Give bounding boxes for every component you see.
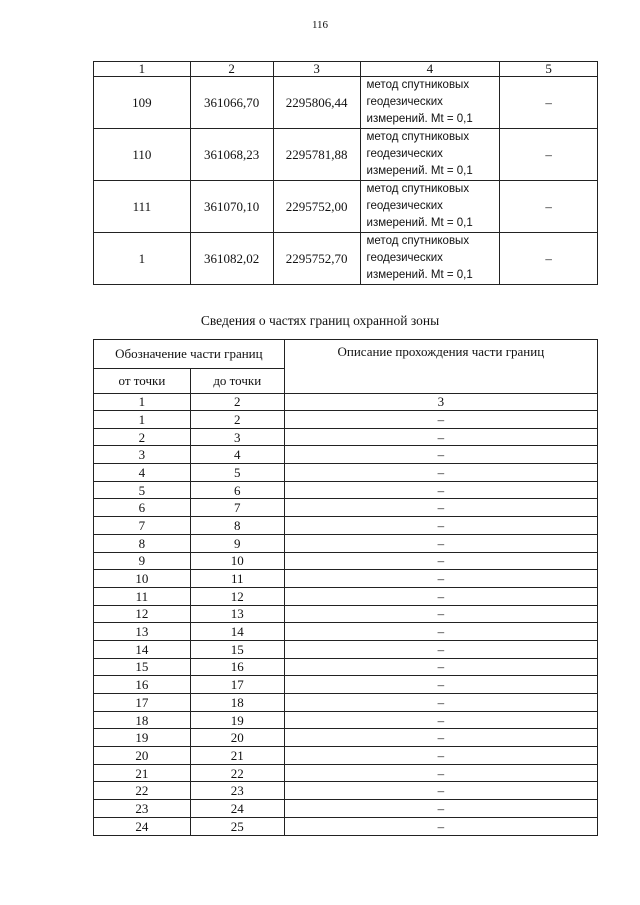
coordinates-row (94, 129, 598, 181)
from-point: 11 (94, 587, 191, 605)
to-point: 12 (190, 587, 284, 605)
from-point: 19 (94, 729, 191, 747)
method-line: метод спутниковых (366, 131, 470, 143)
column-number: 5 (500, 62, 598, 77)
description: – (284, 764, 597, 782)
from-point: 13 (94, 623, 191, 641)
x-coordinate: 361066,70 (190, 77, 273, 129)
description: – (284, 552, 597, 570)
column-number: 3 (284, 394, 597, 411)
to-point: 8 (190, 517, 284, 535)
description: – (284, 499, 597, 517)
table-row (94, 782, 598, 800)
coordinates-row (94, 181, 598, 233)
description: – (284, 640, 597, 658)
method-cell (360, 233, 500, 285)
method-line: измерений. Mt = 0,1 (366, 113, 473, 125)
method-cell (360, 77, 500, 129)
description: – (284, 623, 597, 641)
to-point: 17 (190, 676, 284, 694)
description: – (284, 817, 597, 835)
description: – (284, 747, 597, 765)
y-coordinate: 2295752,00 (273, 181, 360, 233)
method-line: метод спутниковых (366, 235, 470, 247)
to-point: 24 (190, 800, 284, 818)
note: – (500, 77, 598, 129)
column-number: 1 (94, 394, 191, 411)
from-point: 15 (94, 658, 191, 676)
description-header: Описание прохождения части границ (284, 340, 597, 394)
description: – (284, 800, 597, 818)
from-point: 7 (94, 517, 191, 535)
point-id: 109 (94, 77, 191, 129)
x-coordinate: 361082,02 (190, 233, 273, 285)
description: – (284, 676, 597, 694)
note: – (500, 233, 598, 285)
method-line: метод спутниковых (366, 79, 470, 91)
method-line: геодезических (366, 252, 443, 264)
description: – (284, 428, 597, 446)
from-point: 23 (94, 800, 191, 818)
note: – (500, 129, 598, 181)
table-row (94, 534, 598, 552)
to-point: 9 (190, 534, 284, 552)
table-row (94, 640, 598, 658)
from-point: 22 (94, 782, 191, 800)
from-point: 24 (94, 817, 191, 835)
table-row (94, 658, 598, 676)
table-row (94, 552, 598, 570)
description: – (284, 534, 597, 552)
description: – (284, 729, 597, 747)
method-line: геодезических (366, 200, 443, 212)
point-id: 1 (94, 233, 191, 285)
method-line: измерений. Mt = 0,1 (366, 217, 473, 229)
table-row (94, 764, 598, 782)
to-point: 5 (190, 464, 284, 482)
from-point: 3 (94, 446, 191, 464)
column-number: 1 (94, 62, 191, 77)
to-point: 25 (190, 817, 284, 835)
method-cell (360, 181, 500, 233)
coordinates-header-row (94, 62, 598, 77)
to-point: 2 (190, 411, 284, 429)
to-point: 16 (190, 658, 284, 676)
to-point: 10 (190, 552, 284, 570)
column-number: 2 (190, 394, 284, 411)
table-row (94, 499, 598, 517)
point-id: 110 (94, 129, 191, 181)
to-point: 13 (190, 605, 284, 623)
table-row (94, 676, 598, 694)
y-coordinate: 2295752,70 (273, 233, 360, 285)
table-row (94, 747, 598, 765)
from-point: 2 (94, 428, 191, 446)
description: – (284, 464, 597, 482)
method-line: измерений. Mt = 0,1 (366, 269, 473, 281)
to-point: 11 (190, 570, 284, 588)
from-point: 8 (94, 534, 191, 552)
from-point: 6 (94, 499, 191, 517)
to-point: 14 (190, 623, 284, 641)
parts-column-number-row (94, 394, 598, 411)
coordinates-table (93, 61, 598, 285)
section-title: Сведения о частях границ охранной зоны (200, 313, 440, 328)
from-point: 5 (94, 481, 191, 499)
to-point: 3 (190, 428, 284, 446)
method-line: метод спутниковых (366, 183, 470, 195)
description: – (284, 517, 597, 535)
table-row (94, 605, 598, 623)
column-number: 4 (360, 62, 500, 77)
method-cell (360, 129, 500, 181)
x-coordinate: 361070,10 (190, 181, 273, 233)
description: – (284, 694, 597, 712)
parts-header-row (94, 340, 598, 369)
description: – (284, 570, 597, 588)
page-number: 116 (311, 19, 329, 31)
description: – (284, 658, 597, 676)
from-point: 20 (94, 747, 191, 765)
boundary-parts-table (93, 339, 598, 836)
x-coordinate: 361068,23 (190, 129, 273, 181)
description: – (284, 411, 597, 429)
table-row (94, 694, 598, 712)
table-row (94, 817, 598, 835)
to-point: 21 (190, 747, 284, 765)
to-point: 6 (190, 481, 284, 499)
point-id: 111 (94, 181, 191, 233)
from-point: 17 (94, 694, 191, 712)
designation-header: Обозначение части границ (94, 340, 285, 369)
y-coordinate: 2295806,44 (273, 77, 360, 129)
to-point-header: до точки (190, 369, 284, 394)
from-point: 12 (94, 605, 191, 623)
description: – (284, 605, 597, 623)
to-point: 22 (190, 764, 284, 782)
to-point: 7 (190, 499, 284, 517)
table-row (94, 517, 598, 535)
table-row (94, 800, 598, 818)
table-row (94, 711, 598, 729)
from-point: 18 (94, 711, 191, 729)
to-point: 19 (190, 711, 284, 729)
column-number: 3 (273, 62, 360, 77)
from-point: 1 (94, 411, 191, 429)
from-point: 21 (94, 764, 191, 782)
method-line: геодезических (366, 148, 443, 160)
from-point-header: от точки (94, 369, 191, 394)
description: – (284, 587, 597, 605)
note: – (500, 181, 598, 233)
table-row (94, 623, 598, 641)
to-point: 15 (190, 640, 284, 658)
table-row (94, 411, 598, 429)
column-number: 2 (190, 62, 273, 77)
description: – (284, 481, 597, 499)
table-row (94, 481, 598, 499)
table-row (94, 464, 598, 482)
table-row (94, 587, 598, 605)
description: – (284, 711, 597, 729)
from-point: 4 (94, 464, 191, 482)
from-point: 10 (94, 570, 191, 588)
table-row (94, 428, 598, 446)
coordinates-row (94, 77, 598, 129)
table-row (94, 446, 598, 464)
method-line: измерений. Mt = 0,1 (366, 165, 473, 177)
method-line: геодезических (366, 96, 443, 108)
description: – (284, 782, 597, 800)
description: – (284, 446, 597, 464)
to-point: 20 (190, 729, 284, 747)
y-coordinate: 2295781,88 (273, 129, 360, 181)
from-point: 16 (94, 676, 191, 694)
table-row (94, 729, 598, 747)
to-point: 18 (190, 694, 284, 712)
from-point: 14 (94, 640, 191, 658)
to-point: 23 (190, 782, 284, 800)
to-point: 4 (190, 446, 284, 464)
table-row (94, 570, 598, 588)
coordinates-row (94, 233, 598, 285)
from-point: 9 (94, 552, 191, 570)
